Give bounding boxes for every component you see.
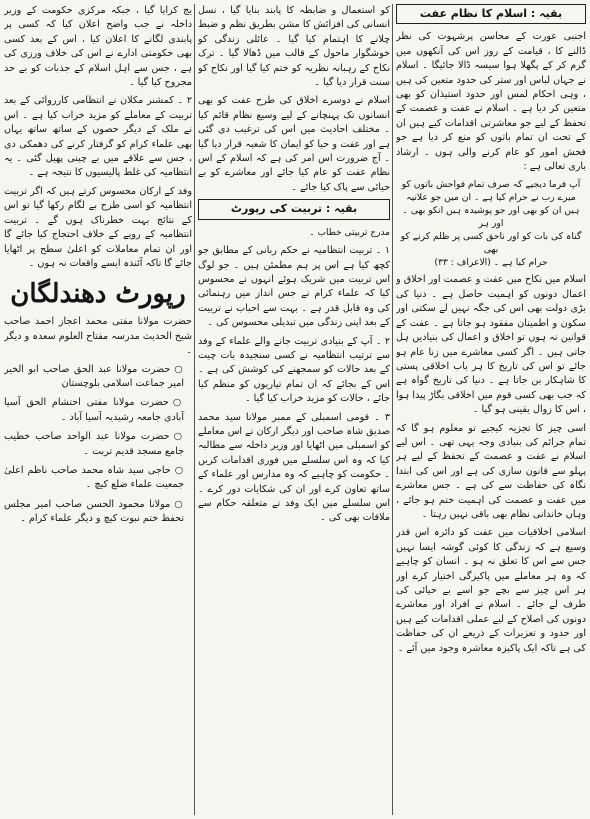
article-paragraph: اسلامی اخلاقیات میں عفت کو دائرہ اس قدر وسیع ہے کہ زندگی کا کوئی گوشہ ایسا نہیں جس سے اس کا تعلق نہ ہو ۔ انسان کو چاہیے کہ وہ ہر معاملے میں پاکیزگی اختیار کرے اور ہر اس چیز سے بچے جو اسے بے حیائی کی طرف لے جائے ۔ اسلام نے افراد اور معاشرے دونوں کی اصلاح کے لیے عملی اقدامات کیے ہیں اور حدود و تعزیرات کے ذریعے ان کی حفاظت کی ہے تاکہ ایک پاکیزہ معاشرہ وجود میں آئے ۔ (396, 527, 586, 654)
article-paragraph: وفد کے ارکان محسوس کرتے ہیں کہ اگر تربیت انتظامیہ کو اسی طرح بے لگام رکھا گیا تو اس کے نتائج بہت خطرناک ہوں گے ۔ تربیت انتظامیہ کے رویے کے خلاف احتجاج کیا جائے گا اور ان تمام معاملات کو اعلیٰ سطح پر اٹھایا جائے گا تاکہ آئندہ ایسے واقعات نہ ہوں ۔ (4, 185, 192, 269)
article-paragraph: ۱ ۔ تربیت انتظامیہ نے حکم ربانی کے مطابق جو کچھ کیا ہے اس پر ہم مطمئن ہیں ۔ جو لوگ اس تربیت میں شریک ہوئے انہوں نے محسوس کیا کہ علماء کرام نے جس انداز میں رہنمائی کی وہ قابل قدر ہے ۔ بہت سے احباب نے تربیت کے بعد اپنی زندگی میں تبدیلی محسوس کی ۔ (198, 245, 390, 329)
article-paragraph: کو استعمال و ضابطہ کا پابند بنایا گیا ، نسل انسانی کی افزائش کا مشن بطریق نظم و ضبط چلانے کا اہتمام کیا گیا ۔ عائلی زندگی کو خوشگوار ماحول کے قالب میں ڈھالا گیا ۔ ترک نکاح کے رہبانہ نظریہ کو ختم کیا گیا اور نکاح کو سنت قرار دیا گیا ۔ (198, 5, 390, 89)
verse-line: ہیں ان کو بھی اور جو پوشیدہ ہیں انکو بھی ۔ اور ہر (402, 205, 580, 230)
column-divider (392, 4, 393, 815)
article-paragraph: یج کرایا گیا ، جبکہ مرکزی حکومت کے وزیر داخلہ نے جب واضح اعلان کیا کہ کسی پر پابندی لگانے کا اعلان کیا ، اس کے بعد کسی بھی حکومتی ادارے نے اس کی خلاف ورزی کی ہے ، جس سے اہل اسلام کے جذبات کو بے حد مجروح کیا گیا ۔ (4, 5, 192, 89)
verse-reference: حرام کیا ہے ۔ (الاعراف : ۳۳) (434, 257, 548, 269)
article-column-left (4, 4, 192, 815)
article-paragraph: اسلام میں نکاح میں عفت و عصمت اور اخلاق و اعمال دونوں کو اہمیت حاصل ہے ۔ دنیا کی بڑی دولت بھی اس کی جگہ نہیں لے سکتی اور سکون و اطمینان مفقود ہو جاتا ہے ۔ عفت کے قوانین نہ ہوں تو اخلاق و اعمال کی بنیادیں ہل جاتی ہیں ۔ اگر کسی معاشرے میں زنا عام ہو جائے تو اس کی تاریخ کا ہر باب اخلاقی پستی کا شاہکار بن جاتا ہے ۔ دنیا کی تاریخ گواہ ہے کہ جب بھی کسی قوم میں اخلاقی بگاڑ پیدا ہوا ، اس کا زوال یقینی ہو گیا ۔ (396, 274, 586, 416)
article-paragraph: ۲ ۔ آپ کے بنیادی تربیت جانے والے علماء کے وفد سے ترتیب انتظامیہ نے کسی سنجیدہ بات چیت کے بعد حالات کو سمجھنے کی کوشش کی ہے ۔ اس کے بجائے کہ ان تمام تیاریوں کو منظم کیا جائے ، حالات کو مزید خراب کیا گیا ۔ (198, 335, 390, 405)
verse-line: میرے رب نے حرام کیا ہے ۔ ان میں جو علانیہ (406, 192, 576, 204)
article-paragraph: ۳ ۔ قومی اسمبلی کے ممبر مولانا سید محمد صدیق شاہ صاحب اور دیگر ارکان نے اس معاملے کو اسمبلی میں اٹھایا اور وزیر داخلہ سے مطالبہ کیا کہ وہ اس سلسلے میں فوری اقدامات کریں ۔ حکومت کو چاہیے کہ وہ مدارس اور علماء کے ساتھ تعاون کرے اور ان کی شکایات دور کرے ۔ اس سلسلے میں ایک وفد نے متعلقہ حکام سے ملاقات بھی کی ۔ (198, 411, 390, 524)
verse-line: گناہ کی بات کو اور ناحق کسی پر ظلم کرنے کو بھی (400, 231, 582, 256)
continuation-heading: بقیہ : اسلام کا نظام عفت (396, 4, 586, 24)
list-item: ○حضرت مولانا عبد الحق صاحب ابو الخیر امیر جماعت اسلامی بلوچستان (4, 363, 185, 389)
verse-line: آپ فرما دیجیے کہ صرف تمام فواحش باتوں کو (401, 179, 581, 191)
report-intro: حضرت مولانا مفتی محمد اعجاز احمد صاحب شیخ الحدیث مدرسہ مفتاح العلوم سعدہ و دیگر ۔ (4, 316, 192, 357)
subheading: مدرج تربیتی خطاب ۔ (309, 227, 390, 238)
continuation-heading: بقیہ : تربیت کی رپورٹ (198, 199, 390, 219)
quran-verse-block (396, 178, 586, 269)
article-paragraph: اجنبی عورت کے محاسن پرشہوت کی نظر ڈالنے کا ، قیامت کے روز اس کی آنکھوں میں گرم کر کے پگھلا ہوا سیسہ ڈالا جائیگا ۔ اسلام نے جہاں لباس اور ستر کی حدود متعین کی ہیں ، وہی احکام لمس اور حدود استیذان کو بھی متعین کر دیا ہے ۔ اسلام نے عفت و عصمت کے تحفظ کے لیے جو معاشرتی اقدامات کیے ہیں ان کے تحت ان تمام باتوں کو منع کر دیا ہے جو فحش امور کو عام کرنے والی ہوں ۔ ارشاد باری تعالی ہے : (396, 31, 586, 173)
column-divider (194, 4, 195, 815)
list-item: ○حضرت مولانا مفتی احتشام الحق آسیا آبادی جامعہ رشیدیہ آسیا آباد ۔ (4, 397, 184, 423)
article-paragraph: ۲ ۔ کمشنر مکلان نے انتظامی کارروائی کے بعد تربیت کے معاملے کو مزید خراب کیا ہے ۔ اس نے ملک کے دیگر حصوں کے ساتھ ساتھ یہاں بھی علماء کرام کو گرفتار کرنے کی دھمکی دی ، جس سے علاقے میں بے چینی پھیل گئی ۔ یہ انتظامیہ کی غلط پالیسیوں کا نتیجہ ہے ۔ (4, 95, 192, 179)
article-paragraph: اسی چیز کا تجزیہ کیجیے تو معلوم ہو گا کہ تمام جرائم کی بنیادی وجہ یہی تھی ۔ اس لیے اسلام نے عفت و عصمت کے تحفظ کے لیے ہر پہلو سے قانون سازی کی ہے اور اس کی ابتدا نگاہ کی حفاظت سے کی ہے ۔ جس معاشرے میں عفت و عصمت کی اہمیت ختم ہو جائے ، وہاں خاندانی نظام بھی باقی نہیں رہتا ۔ (396, 422, 586, 520)
article-paragraph: اسلام نے دوسرے اخلاق کی طرح عفت کو بھی انسانوں تک پہنچانے کے لیے وسیع نظام قائم کیا ۔ مختلف احادیث میں اس کی ترغیب دی گئی ہے اور عفت و حیا کو ایمان کا شعبہ قرار دیا گیا ۔ آج ضرورت اس امر کی ہے کہ اسلام کے اس نظام عفت کو عام کیا جائے اور معاشرے کو بے حیائی سے پاک کیا جائے ۔ (198, 95, 390, 193)
article-column-islam-chastity (396, 4, 586, 815)
list-item: ○حضرت مولانا عبد الواحد صاحب خطیب جامع مسجد قدیم تربت ۔ (4, 431, 184, 457)
list-item: ○حاجی سید شاہ محمد صاحب ناظم اعلیٰ جمعیت علماء ضلع کیچ ۔ (4, 464, 185, 491)
report-title: رپورٹ دھندلگان (10, 279, 186, 310)
article-column-middle (198, 4, 390, 815)
list-item: ○مولانا محمود الحسن صاحب امیر مجلس تحفظ ختم نبوت کیچ و دیگر علماء کرام ۔ (4, 498, 185, 525)
